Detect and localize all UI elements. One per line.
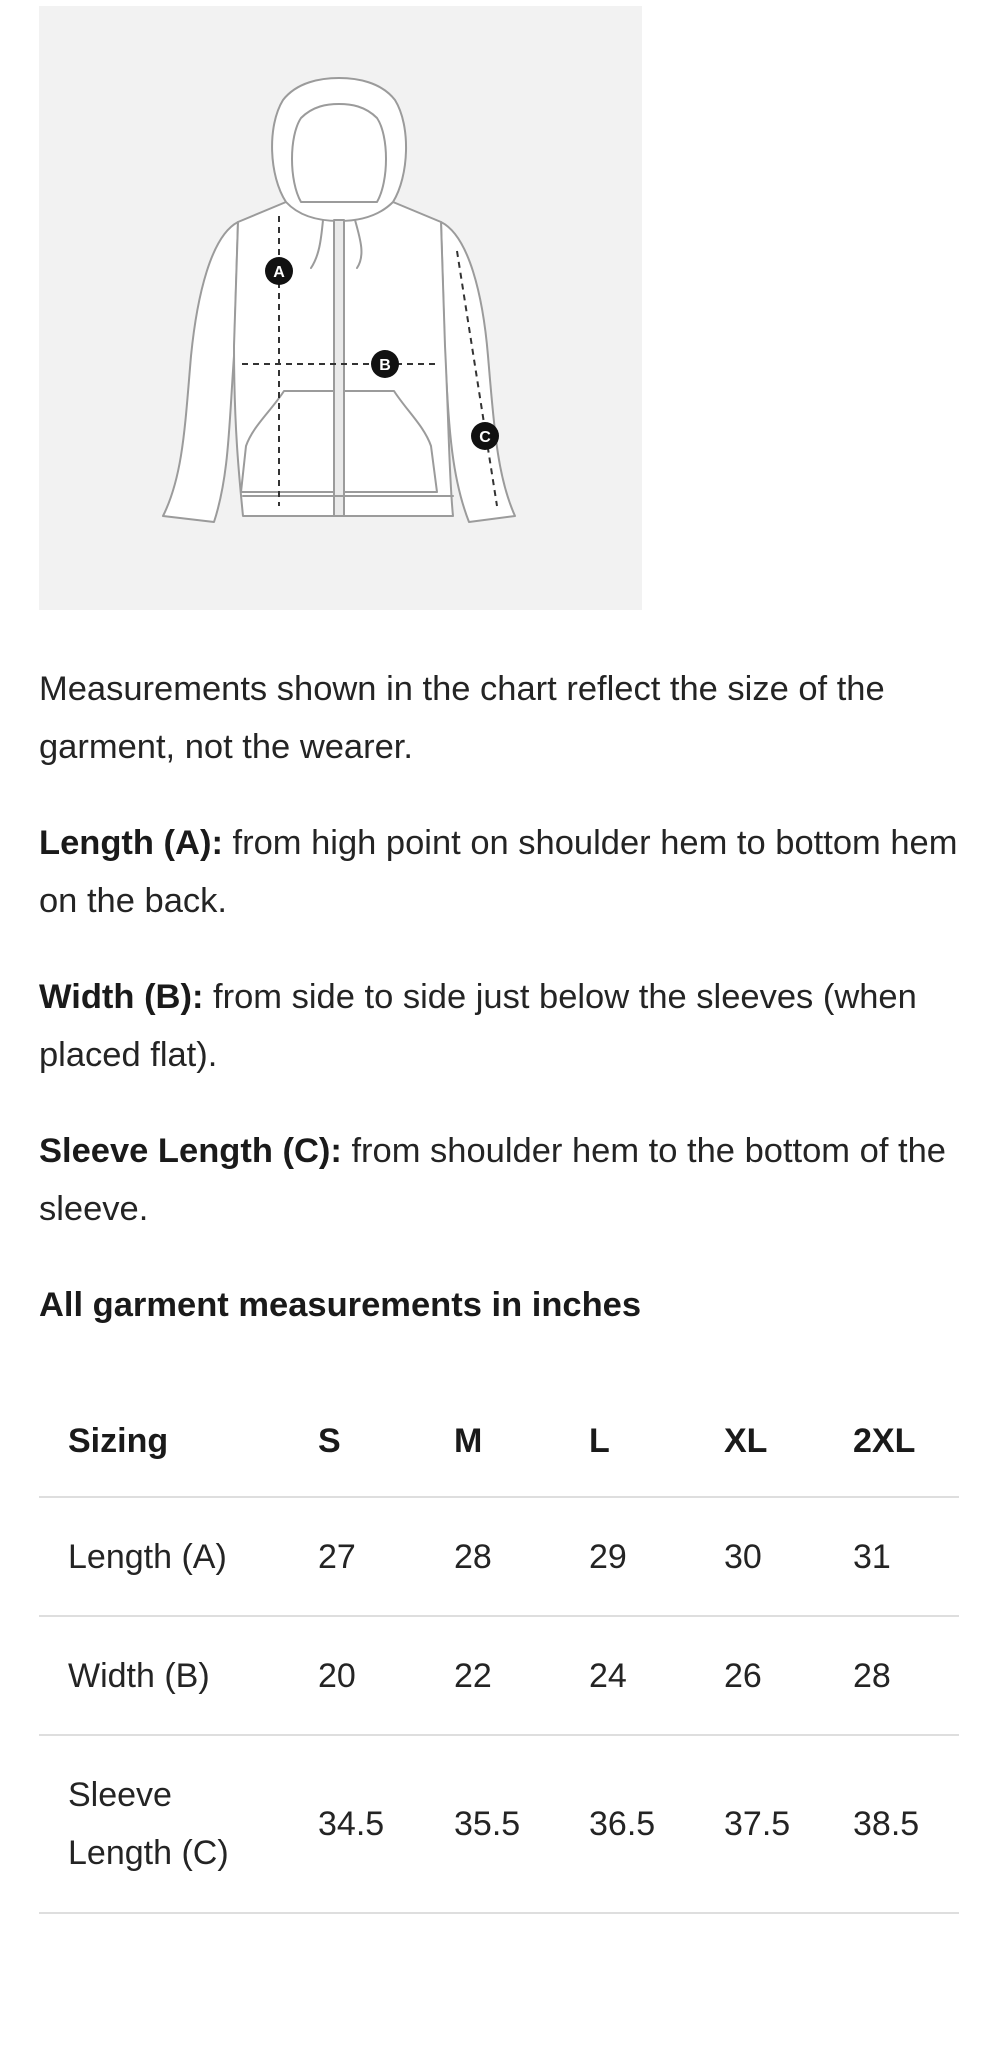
cell-length-2xl: 31 xyxy=(853,1497,959,1616)
cell-length-xl: 30 xyxy=(724,1497,853,1616)
width-description: from side to side just below the sleeves (when placed flat). xyxy=(39,978,917,1074)
length-definition xyxy=(39,814,959,930)
cell-width-l: 24 xyxy=(589,1616,724,1735)
cell-length-m: 28 xyxy=(454,1497,589,1616)
cell-sleeve-2xl: 38.5 xyxy=(853,1735,959,1913)
cell-width-xl: 26 xyxy=(724,1616,853,1735)
cell-width-m: 22 xyxy=(454,1616,589,1735)
cell-width-s: 20 xyxy=(318,1616,454,1735)
marker-a-label: A xyxy=(273,264,285,281)
size-chart-table xyxy=(39,1386,959,1914)
garment-diagram xyxy=(39,6,642,610)
cell-width-2xl: 28 xyxy=(853,1616,959,1735)
cell-sleeve-m: 35.5 xyxy=(454,1735,589,1913)
cell-length-l: 29 xyxy=(589,1497,724,1616)
hood-opening xyxy=(292,104,386,202)
header-size-xl: XL xyxy=(724,1386,853,1497)
table-row xyxy=(39,1735,959,1913)
marker-b-label: B xyxy=(379,357,391,374)
width-definition xyxy=(39,968,959,1084)
row-label-length: Length (A) xyxy=(39,1497,318,1616)
row-label-width: Width (B) xyxy=(39,1616,318,1735)
length-description: from high point on shoulder hem to bottom hem on the back. xyxy=(39,824,958,920)
left-sleeve-shape xyxy=(163,222,238,522)
cell-sleeve-s: 34.5 xyxy=(318,1735,454,1913)
zip-hoodie-diagram-icon xyxy=(39,6,642,610)
header-size-m: M xyxy=(454,1386,589,1497)
width-term: Width (B): xyxy=(39,978,204,1016)
right-sleeve-shape xyxy=(441,222,515,522)
zipper-line xyxy=(334,220,344,516)
header-size-l: L xyxy=(589,1386,724,1497)
measurement-notes xyxy=(39,660,959,1334)
cell-sleeve-l: 36.5 xyxy=(589,1735,724,1913)
table-row xyxy=(39,1616,959,1735)
header-sizing: Sizing xyxy=(39,1386,318,1497)
sleeve-definition xyxy=(39,1122,959,1238)
sleeve-description: from shoulder hem to the bottom of the sleeve. xyxy=(39,1132,946,1228)
marker-c-label: C xyxy=(479,429,491,446)
header-size-2xl: 2XL xyxy=(853,1386,959,1497)
cell-sleeve-xl: 37.5 xyxy=(724,1735,853,1913)
row-label-sleeve xyxy=(39,1735,318,1913)
units-heading: All garment measurements in inches xyxy=(39,1286,642,1324)
table-row xyxy=(39,1497,959,1616)
intro-text xyxy=(39,660,959,776)
header-size-s: S xyxy=(318,1386,454,1497)
sleeve-term: Sleeve Length (C): xyxy=(39,1132,342,1170)
table-header-row xyxy=(39,1386,959,1497)
row-label-sleeve-text: Sleeve Length (C) xyxy=(68,1776,229,1872)
intro-text-content: Measurements shown in the chart reflect the size of the garment, not the wearer. xyxy=(39,670,885,766)
length-term: Length (A): xyxy=(39,824,223,862)
cell-length-s: 27 xyxy=(318,1497,454,1616)
